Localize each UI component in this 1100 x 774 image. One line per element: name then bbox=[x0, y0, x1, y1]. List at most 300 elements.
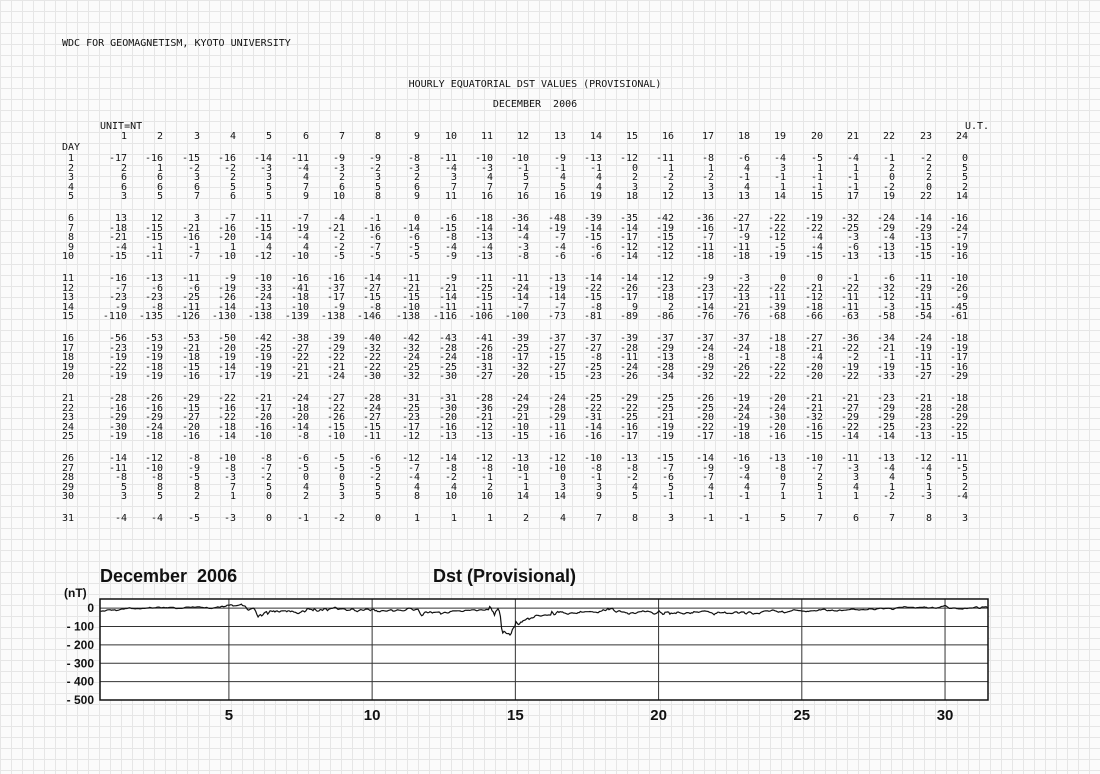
table-cell: -11 bbox=[181, 301, 200, 313]
table-cell: 2 bbox=[925, 172, 932, 184]
table-cell: -10 bbox=[326, 431, 345, 443]
table-cell: -7 bbox=[553, 232, 566, 244]
table-cell: -11 bbox=[144, 251, 163, 263]
table-cell: -34 bbox=[876, 333, 895, 344]
table-cell: 5 bbox=[522, 172, 529, 184]
hour-label: 21 bbox=[846, 131, 859, 142]
table-cell: 5 bbox=[961, 472, 968, 484]
day-number: 4 bbox=[67, 181, 74, 193]
table-cell: -21 bbox=[326, 361, 345, 373]
table-cell: -28 bbox=[362, 393, 381, 404]
day-number: 29 bbox=[62, 481, 75, 493]
table-cell: -76 bbox=[695, 311, 714, 323]
table-cell: -22 bbox=[767, 361, 786, 373]
table-cell: 1 bbox=[779, 181, 786, 193]
table-cell: -7 bbox=[223, 213, 236, 224]
table-cell: -11 bbox=[767, 292, 786, 304]
table-cell: -9 bbox=[955, 292, 968, 304]
table-cell: -7 bbox=[407, 462, 420, 474]
table-cell: 4 bbox=[559, 172, 566, 184]
table-cell: 0 bbox=[559, 472, 566, 484]
table-cell: -29 bbox=[326, 342, 345, 354]
table-cell: 8 bbox=[193, 481, 200, 493]
table-cell: -8 bbox=[114, 472, 127, 484]
table-cell: 10 bbox=[444, 491, 457, 503]
table-cell: -27 bbox=[913, 371, 932, 383]
table-cell: 5 bbox=[667, 481, 674, 493]
table-cell: -16 bbox=[949, 213, 968, 224]
day-number: 24 bbox=[62, 421, 75, 433]
table-cell: -11 bbox=[108, 462, 127, 474]
table-cell: -22 bbox=[108, 361, 127, 373]
table-cell: -19 bbox=[108, 371, 127, 383]
table-cell: -9 bbox=[368, 153, 381, 164]
table-cell: -28 bbox=[949, 402, 968, 414]
table-cell: -4 bbox=[407, 472, 420, 484]
table-cell: -138 bbox=[247, 311, 272, 323]
table-cell: -10 bbox=[401, 301, 420, 313]
table-cell: -13 bbox=[438, 431, 457, 443]
table-cell: -29 bbox=[876, 222, 895, 234]
table-cell: -81 bbox=[583, 311, 602, 323]
table-cell: -10 bbox=[290, 251, 309, 263]
table-cell: -19 bbox=[253, 371, 272, 383]
table-cell: -4 bbox=[296, 232, 309, 244]
table-cell: -5 bbox=[773, 241, 786, 253]
table-cell: -53 bbox=[181, 333, 200, 344]
table-cell: -12 bbox=[474, 421, 493, 433]
table-cell: -19 bbox=[655, 222, 674, 234]
table-cell: -10 bbox=[510, 421, 529, 433]
table-cell: -1 bbox=[480, 472, 493, 484]
table-cell: -34 bbox=[655, 371, 674, 383]
table-cell: -7 bbox=[553, 301, 566, 313]
table-cell: -18 bbox=[804, 301, 823, 313]
table-cell: -22 bbox=[290, 352, 309, 364]
table-cell: -19 bbox=[655, 431, 674, 443]
table-cell: -27 bbox=[290, 342, 309, 354]
table-cell: -22 bbox=[362, 361, 381, 373]
table-cell: -17 bbox=[619, 232, 638, 244]
table-cell: -37 bbox=[655, 333, 674, 344]
table-cell: 0 bbox=[816, 273, 823, 284]
table-cell: -15 bbox=[913, 241, 932, 253]
table-cell: -21 bbox=[108, 232, 127, 244]
table-cell: 6 bbox=[193, 181, 200, 193]
table-cell: -12 bbox=[655, 251, 674, 263]
table-cell: -33 bbox=[253, 282, 272, 294]
table-cell: -76 bbox=[731, 311, 750, 323]
table-cell: -5 bbox=[368, 251, 381, 263]
table-cell: -22 bbox=[619, 402, 638, 414]
table-cell: -37 bbox=[731, 333, 750, 344]
table-cell: -24 bbox=[913, 333, 932, 344]
table-cell: -14 bbox=[438, 292, 457, 304]
table-cell: -4 bbox=[553, 241, 566, 253]
table-cell: -16 bbox=[804, 421, 823, 433]
table-cell: -3 bbox=[737, 273, 750, 284]
day-number: 31 bbox=[62, 513, 75, 524]
table-cell: -1 bbox=[589, 162, 602, 174]
table-cell: 4 bbox=[486, 172, 493, 184]
table-cell: -7 bbox=[259, 462, 272, 474]
unit-label: UNIT=NT bbox=[100, 121, 143, 132]
table-cell: -18 bbox=[655, 292, 674, 304]
table-cell: -29 bbox=[510, 402, 529, 414]
table-cell: -12 bbox=[804, 292, 823, 304]
table-cell: -15 bbox=[510, 431, 529, 443]
table-cell: 4 bbox=[631, 481, 638, 493]
table-cell: 7 bbox=[595, 513, 602, 524]
table-cell: -9 bbox=[223, 273, 236, 284]
day-number: 27 bbox=[62, 462, 75, 474]
table-cell: -15 bbox=[583, 292, 602, 304]
table-cell: -3 bbox=[223, 472, 236, 484]
table-cell: -18 bbox=[474, 352, 493, 364]
table-cell: 7 bbox=[229, 481, 236, 493]
table-cell: -16 bbox=[583, 431, 602, 443]
table-cell: -12 bbox=[876, 292, 895, 304]
table-cell: -86 bbox=[655, 311, 674, 323]
table-cell: 5 bbox=[374, 181, 381, 193]
table-cell: -7 bbox=[810, 462, 823, 474]
table-cell: 3 bbox=[338, 491, 345, 503]
hour-label: 24 bbox=[955, 131, 968, 142]
table-cell: -25 bbox=[401, 402, 420, 414]
table-cell: -14 bbox=[619, 222, 638, 234]
table-cell: 3 bbox=[631, 181, 638, 193]
table-cell: -11 bbox=[949, 453, 968, 464]
table-cell: 8 bbox=[925, 513, 932, 524]
table-cell: 4 bbox=[302, 172, 309, 184]
table-cell: -42 bbox=[401, 333, 420, 344]
table-cell: -21 bbox=[731, 301, 750, 313]
table-cell: -22 bbox=[767, 371, 786, 383]
table-cell: -10 bbox=[217, 453, 236, 464]
hour-label: 15 bbox=[625, 131, 638, 142]
table-cell: -20 bbox=[181, 421, 200, 433]
table-cell: -18 bbox=[144, 431, 163, 443]
table-cell: -15 bbox=[949, 431, 968, 443]
table-cell: -13 bbox=[619, 453, 638, 464]
table-cell: -4 bbox=[332, 213, 345, 224]
table-cell: 13 bbox=[737, 191, 750, 203]
table-cell: 4 bbox=[743, 162, 750, 174]
table-cell: -2 bbox=[259, 472, 272, 484]
table-cell: -15 bbox=[181, 361, 200, 373]
table-cell: -5 bbox=[332, 251, 345, 263]
table-cell: -24 bbox=[731, 342, 750, 354]
table-cell: -1 bbox=[701, 513, 714, 524]
table-cell: -66 bbox=[804, 311, 823, 323]
table-cell: -2 bbox=[882, 491, 895, 503]
table-cell: 2 bbox=[961, 181, 968, 193]
hour-label: 5 bbox=[265, 131, 272, 142]
table-cell: -26 bbox=[217, 292, 236, 304]
table-cell: 5 bbox=[779, 513, 786, 524]
table-cell: -61 bbox=[949, 311, 968, 323]
table-cell: 10 bbox=[480, 491, 493, 503]
table-cell: -11 bbox=[619, 352, 638, 364]
table-cell: -11 bbox=[438, 301, 457, 313]
table-cell: -36 bbox=[840, 333, 859, 344]
table-cell: -13 bbox=[583, 153, 602, 164]
table-cell: -41 bbox=[474, 333, 493, 344]
table-cell: -11 bbox=[510, 273, 529, 284]
table-cell: -19 bbox=[949, 342, 968, 354]
table-cell: -5 bbox=[407, 251, 420, 263]
table-cell: -22 bbox=[767, 282, 786, 294]
table-cell: -5 bbox=[407, 241, 420, 253]
table-cell: -24 bbox=[253, 292, 272, 304]
day-number: 1 bbox=[67, 153, 74, 164]
table-cell: 0 bbox=[265, 513, 272, 524]
table-cell: -24 bbox=[401, 352, 420, 364]
table-cell: -8 bbox=[223, 462, 236, 474]
table-cell: -17 bbox=[695, 431, 714, 443]
hour-label: 23 bbox=[919, 131, 932, 142]
table-cell: -43 bbox=[438, 333, 457, 344]
table-cell: -27 bbox=[362, 282, 381, 294]
table-cell: -3 bbox=[259, 162, 272, 174]
table-cell: -9 bbox=[737, 232, 750, 244]
table-cell: -19 bbox=[949, 241, 968, 253]
day-number: 20 bbox=[62, 371, 75, 383]
table-cell: -15 bbox=[913, 251, 932, 263]
hour-label: 20 bbox=[810, 131, 823, 142]
table-cell: 1 bbox=[667, 162, 674, 174]
table-cell: -30 bbox=[362, 371, 381, 383]
table-cell: -22 bbox=[583, 282, 602, 294]
table-cell: -30 bbox=[108, 421, 127, 433]
table-cell: 5 bbox=[156, 191, 163, 203]
table-cell: -23 bbox=[695, 282, 714, 294]
table-cell: -45 bbox=[949, 301, 968, 313]
table-cell: -11 bbox=[913, 352, 932, 364]
table-cell: -8 bbox=[701, 352, 714, 364]
table-cell: -7 bbox=[114, 282, 127, 294]
table-cell: 14 bbox=[516, 491, 529, 503]
table-cell: 2 bbox=[229, 172, 236, 184]
table-cell: -5 bbox=[368, 462, 381, 474]
table-cell: -14 bbox=[253, 153, 272, 164]
table-cell: -4 bbox=[846, 153, 859, 164]
day-number: 28 bbox=[62, 472, 75, 484]
hour-label: 1 bbox=[120, 131, 127, 142]
table-cell: -29 bbox=[547, 412, 566, 424]
table-cell: -27 bbox=[804, 333, 823, 344]
table-cell: -15 bbox=[913, 301, 932, 313]
table-cell: -2 bbox=[882, 181, 895, 193]
table-cell: -15 bbox=[547, 371, 566, 383]
table-cell: 22 bbox=[919, 191, 932, 203]
table-cell: -14 bbox=[108, 453, 127, 464]
x-tick-label: 10 bbox=[363, 707, 381, 724]
table-cell: -29 bbox=[913, 282, 932, 294]
table-cell: -7 bbox=[516, 301, 529, 313]
table-cell: -2 bbox=[223, 162, 236, 174]
table-cell: 4 bbox=[450, 481, 457, 493]
table-cell: -20 bbox=[438, 412, 457, 424]
table-cell: -11 bbox=[695, 241, 714, 253]
table-cell: 4 bbox=[595, 181, 602, 193]
table-cell: -6 bbox=[882, 273, 895, 284]
table-cell: -8 bbox=[444, 462, 457, 474]
table-cell: 2 bbox=[631, 172, 638, 184]
table-cell: 10 bbox=[332, 191, 345, 203]
table-cell: 0 bbox=[925, 181, 932, 193]
table-cell: -20 bbox=[695, 412, 714, 424]
table-cell: -1 bbox=[737, 513, 750, 524]
table-cell: -53 bbox=[144, 333, 163, 344]
table-cell: 7 bbox=[779, 481, 786, 493]
table-cell: -130 bbox=[211, 311, 236, 323]
table-cell: -27 bbox=[583, 342, 602, 354]
table-cell: -4 bbox=[810, 232, 823, 244]
table-cell: -29 bbox=[949, 412, 968, 424]
table-cell: -20 bbox=[767, 421, 786, 433]
table-cell: -25 bbox=[510, 342, 529, 354]
table-cell: -24 bbox=[949, 222, 968, 234]
table-cell: -3 bbox=[846, 462, 859, 474]
table-cell: 5 bbox=[265, 481, 272, 493]
table-cell: -20 bbox=[290, 412, 309, 424]
table-cell: -22 bbox=[767, 222, 786, 234]
table-cell: -22 bbox=[731, 282, 750, 294]
table-cell: -14 bbox=[619, 251, 638, 263]
table-cell: 7 bbox=[888, 513, 895, 524]
table-cell: 3 bbox=[120, 191, 127, 203]
table-cell: 3 bbox=[193, 213, 200, 224]
table-cell: -4 bbox=[114, 241, 127, 253]
table-cell: -4 bbox=[810, 352, 823, 364]
table-cell: 5 bbox=[265, 181, 272, 193]
table-cell: -20 bbox=[767, 393, 786, 404]
table-cell: -10 bbox=[253, 431, 272, 443]
table-cell: 12 bbox=[150, 213, 163, 224]
table-cell: -89 bbox=[619, 311, 638, 323]
table-cell: -5 bbox=[810, 153, 823, 164]
table-cell: -56 bbox=[108, 333, 127, 344]
table-cell: 6 bbox=[120, 172, 127, 184]
table-cell: -18 bbox=[217, 421, 236, 433]
table-cell: -16 bbox=[108, 273, 127, 284]
table-cell: -22 bbox=[731, 371, 750, 383]
table-cell: -8 bbox=[150, 301, 163, 313]
table-cell: 2 bbox=[961, 481, 968, 493]
table-cell: -28 bbox=[108, 393, 127, 404]
y-tick-label: 0 bbox=[87, 601, 94, 616]
table-cell: 7 bbox=[522, 181, 529, 193]
table-cell: -12 bbox=[913, 453, 932, 464]
table-cell: -3 bbox=[407, 162, 420, 174]
day-number: 26 bbox=[62, 453, 75, 464]
table-cell: -25 bbox=[655, 393, 674, 404]
table-cell: -28 bbox=[655, 361, 674, 373]
table-cell: -14 bbox=[438, 453, 457, 464]
table-cell: 6 bbox=[156, 172, 163, 184]
table-cell: 3 bbox=[595, 481, 602, 493]
table-cell: -17 bbox=[949, 352, 968, 364]
table-cell: -39 bbox=[767, 301, 786, 313]
table-cell: -21 bbox=[253, 393, 272, 404]
table-cell: -5 bbox=[187, 472, 200, 484]
table-cell: -48 bbox=[547, 213, 566, 224]
table-cell: -13 bbox=[731, 292, 750, 304]
table-cell: -19 bbox=[144, 352, 163, 364]
table-cell: -15 bbox=[144, 222, 163, 234]
table-cell: -19 bbox=[290, 222, 309, 234]
table-cell: -14 bbox=[583, 421, 602, 433]
table-cell: -15 bbox=[401, 292, 420, 304]
table-cell: 1 bbox=[816, 162, 823, 174]
table-cell: -21 bbox=[181, 342, 200, 354]
table-cell: -39 bbox=[326, 333, 345, 344]
table-cell: -27 bbox=[547, 342, 566, 354]
table-cell: -9 bbox=[187, 462, 200, 474]
table-cell: -27 bbox=[840, 402, 859, 414]
table-cell: -9 bbox=[553, 153, 566, 164]
table-cell: -8 bbox=[368, 301, 381, 313]
table-cell: -8 bbox=[589, 301, 602, 313]
table-cell: -29 bbox=[655, 342, 674, 354]
table-cell: -14 bbox=[840, 431, 859, 443]
table-cell: -8 bbox=[480, 462, 493, 474]
table-cell: -30 bbox=[767, 412, 786, 424]
day-number: 6 bbox=[67, 213, 74, 224]
table-cell: -1 bbox=[773, 172, 786, 184]
table-cell: 4 bbox=[852, 481, 859, 493]
table-cell: -15 bbox=[804, 431, 823, 443]
table-cell: -1 bbox=[737, 491, 750, 503]
table-cell: 0 bbox=[631, 162, 638, 174]
table-cell: -16 bbox=[181, 232, 200, 244]
table-cell: -24 bbox=[510, 393, 529, 404]
table-cell: -31 bbox=[474, 361, 493, 373]
table-cell: -30 bbox=[438, 371, 457, 383]
table-cell: -5 bbox=[332, 462, 345, 474]
table-cell: -6 bbox=[444, 213, 457, 224]
table-cell: -14 bbox=[510, 222, 529, 234]
table-cell: 1 bbox=[816, 491, 823, 503]
table-cell: -14 bbox=[510, 292, 529, 304]
table-cell: -14 bbox=[695, 301, 714, 313]
table-cell: -21 bbox=[326, 222, 345, 234]
table-cell: -7 bbox=[701, 472, 714, 484]
table-cell: -8 bbox=[259, 453, 272, 464]
table-cell: -19 bbox=[804, 213, 823, 224]
table-cell: -1 bbox=[661, 491, 674, 503]
table-cell: -17 bbox=[619, 292, 638, 304]
table-cell: -3 bbox=[480, 162, 493, 174]
table-cell: -8 bbox=[516, 251, 529, 263]
day-number: 12 bbox=[62, 282, 75, 294]
table-cell: -13 bbox=[876, 251, 895, 263]
y-axis-label: (nT) bbox=[64, 586, 87, 600]
table-cell: -20 bbox=[217, 232, 236, 244]
table-cell: -3 bbox=[223, 513, 236, 524]
table-cell: -37 bbox=[583, 333, 602, 344]
day-number: 14 bbox=[62, 301, 75, 313]
hour-label: 16 bbox=[661, 131, 674, 142]
table-cell: -32 bbox=[510, 361, 529, 373]
table-cell: -4 bbox=[114, 513, 127, 524]
table-cell: -18 bbox=[731, 251, 750, 263]
table-cell: -24 bbox=[438, 352, 457, 364]
table-cell: -22 bbox=[804, 222, 823, 234]
table-cell: -16 bbox=[217, 153, 236, 164]
table-cell: -11 bbox=[362, 431, 381, 443]
